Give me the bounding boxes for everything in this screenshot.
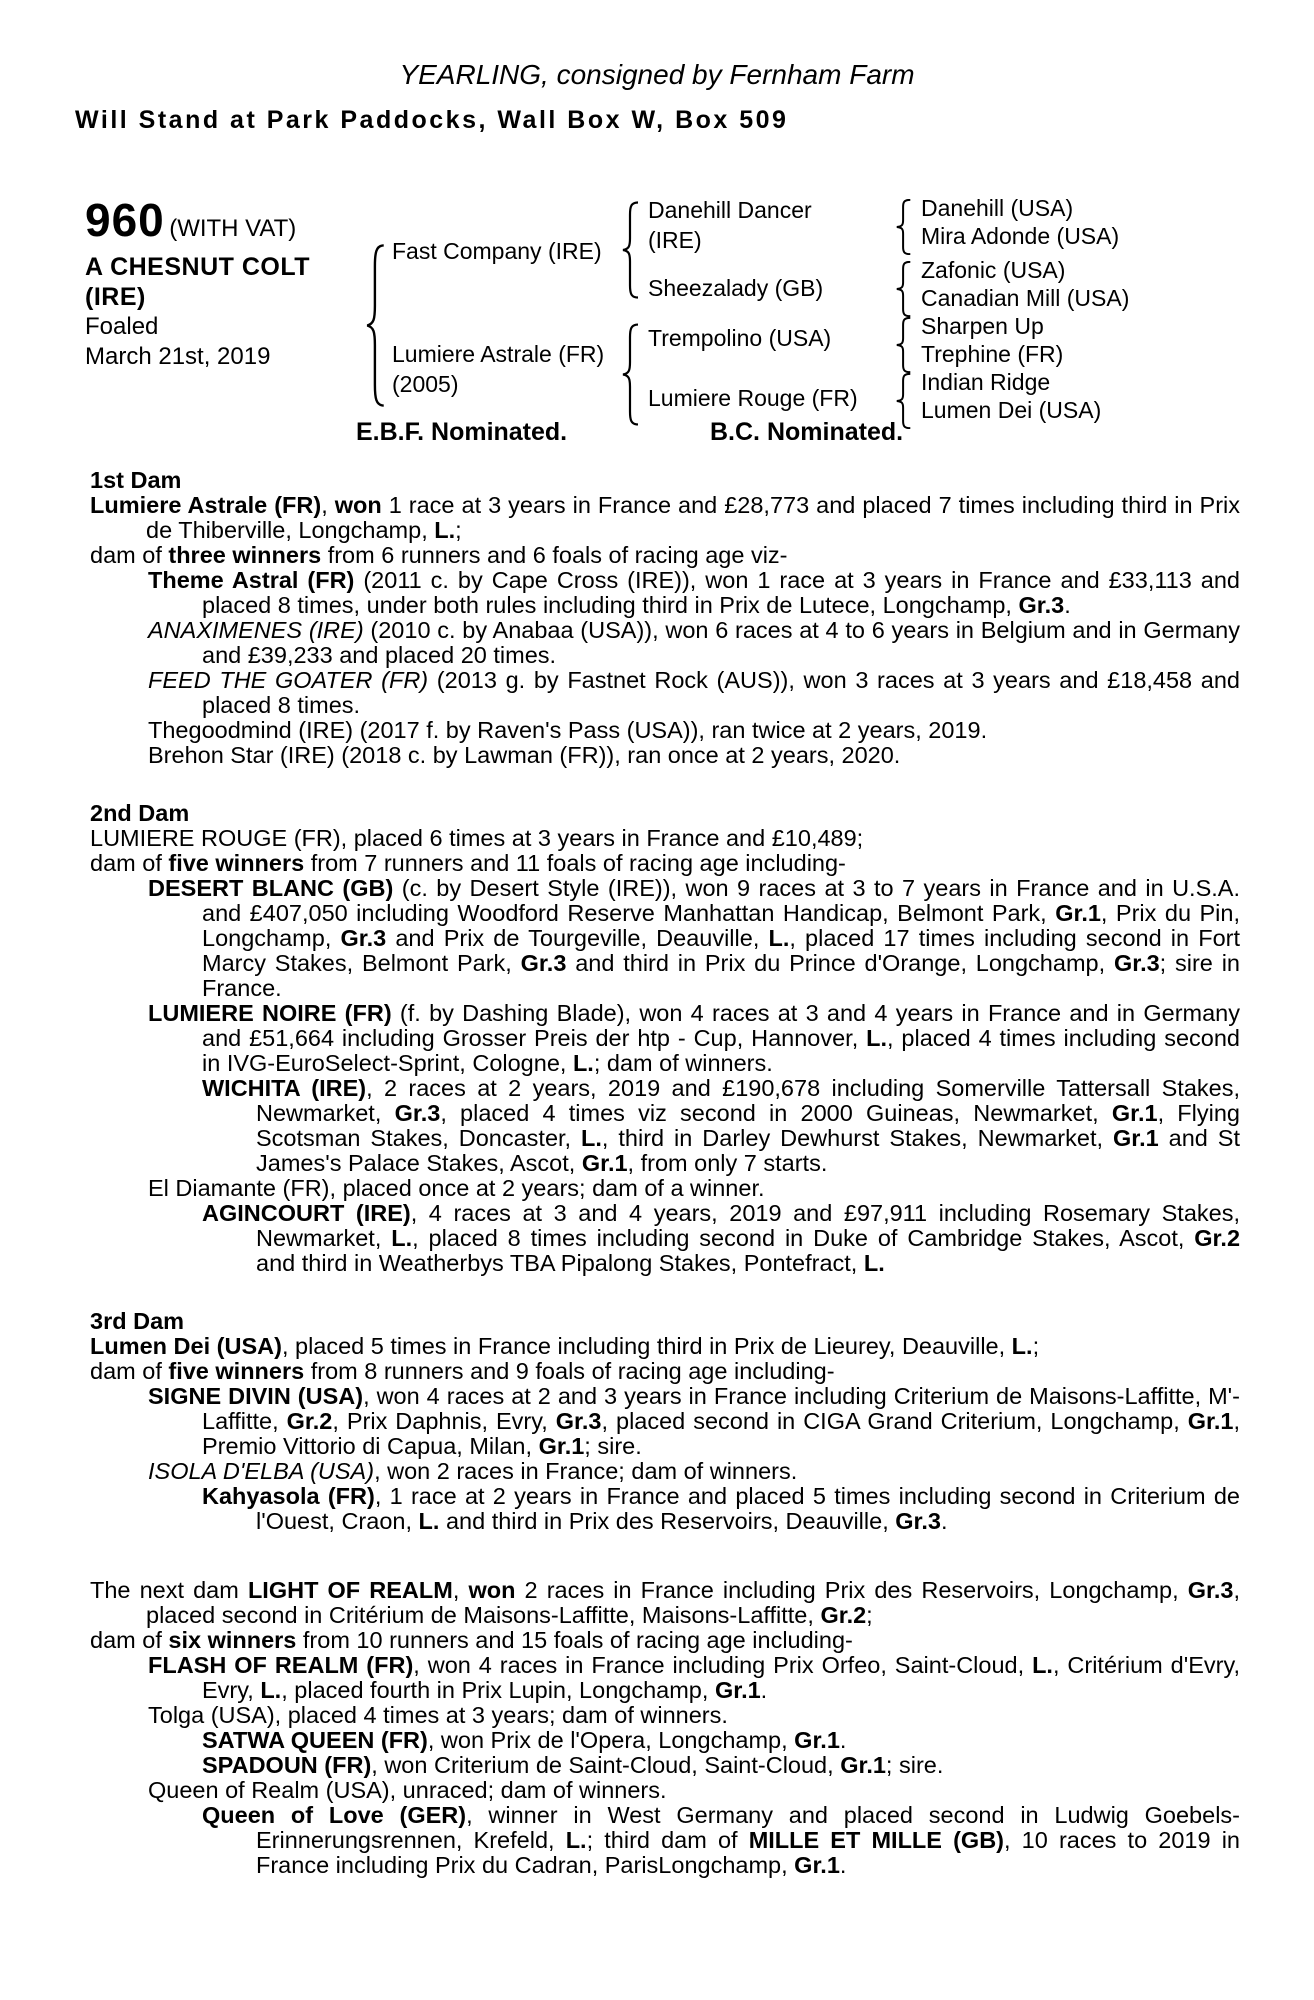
pedigree-brace-gen1 bbox=[365, 243, 387, 408]
pedigree-paragraph: El Diamante (FR), placed once at 2 years; dam of a winner. bbox=[148, 1175, 765, 1201]
colt-description-line2: (IRE) bbox=[85, 283, 146, 311]
pedigree-paragraph: Thegoodmind (IRE) (2017 f. by Raven's Pass (USA)), ran twice at 2 years, 2019. bbox=[148, 717, 988, 743]
section-heading: 2nd Dam bbox=[90, 800, 190, 826]
pedigree-damsire: Trempolino (USA) bbox=[648, 325, 832, 351]
dam-section bbox=[90, 1578, 1240, 1878]
pedigree-brace-dam-parents bbox=[621, 323, 641, 426]
pedigree-dam-year: (2005) bbox=[392, 371, 459, 397]
pedigree-dam bbox=[392, 339, 604, 399]
pedigree-paragraph: SPADOUN (FR), won Criterium de Saint-Cloud, Saint-Cloud, Gr.1; sire. bbox=[202, 1752, 944, 1778]
lot-info bbox=[85, 196, 355, 372]
pedigree-paragraph: dam of five winners from 8 runners and 9 foals of racing age including- bbox=[90, 1358, 835, 1384]
pedigree-paragraph: LUMIERE ROUGE (FR), placed 6 times at 3 years in France and £10,489; bbox=[90, 825, 864, 851]
pedigree-paragraph: Queen of Love (GER), winner in West Germany and placed second in Ludwig Goebels-Erinnerungsrennen, Krefeld, L.; third dam of MILLE ET MILLE (GB), 10 races to 2019 in France including Prix du Cadran, ParisLongchamp, Gr.1. bbox=[202, 1802, 1240, 1878]
pedigree-brace-gen3-2 bbox=[895, 261, 913, 317]
pedigree-paragraph: The next dam LIGHT OF REALM, won 2 races in France including Prix des Reservoirs, Longchamp, Gr.3, placed second in Critérium de Maisons-Laffitte, Maisons-Laffitte, Gr.2; bbox=[90, 1577, 1240, 1628]
pedigree-ancestor: Trephine (FR) bbox=[921, 341, 1064, 367]
dam-section bbox=[90, 801, 1240, 1276]
section-heading: 3rd Dam bbox=[90, 1308, 185, 1334]
pedigree-brace-gen3-1 bbox=[895, 199, 913, 255]
pedigree-ancestor: Lumen Dei (USA) bbox=[921, 397, 1102, 423]
foaled-label: Foaled bbox=[85, 313, 159, 340]
pedigree-paragraph: FLASH OF REALM (FR), won 4 races in France including Prix Orfeo, Saint-Cloud, L., Critérium d'Evry, Evry, L., placed fourth in Prix Lupin, Longchamp, Gr.1. bbox=[148, 1652, 1240, 1703]
bc-nomination: B.C. Nominated. bbox=[710, 418, 904, 446]
pedigree-paragraph: LUMIERE NOIRE (FR) (f. by Dashing Blade), won 4 races at 3 and 4 years in France and in Germany and £51,664 including Grosser Preis der htp - Cup, Hannover, L., placed 4 times including second in IVG-EuroSelect-Sprint, Cologne, L.; dam of winners. bbox=[148, 1000, 1240, 1076]
grandsire-name-line2: (IRE) bbox=[648, 227, 702, 253]
lot-number-row bbox=[85, 196, 355, 244]
pedigree-text bbox=[90, 468, 1240, 1878]
pedigree-ancestor: Canadian Mill (USA) bbox=[921, 285, 1130, 311]
pedigree-paragraph: WICHITA (IRE), 2 races at 2 years, 2019 and £190,678 including Somerville Tattersall Stakes, Newmarket, Gr.3, placed 4 times viz second in 2000 Guineas, Newmarket, Gr.1, Flying Scotsman Stakes, Doncaster, L., third in Darley Dewhurst Stakes, Newmarket, Gr.1 and St James's Palace Stakes, Ascot, Gr.1, from only 7 starts. bbox=[202, 1075, 1240, 1176]
pedigree-paragraph: dam of six winners from 10 runners and 15 foals of racing age including- bbox=[90, 1627, 853, 1653]
pedigree-second-dam: Lumiere Rouge (FR) bbox=[648, 385, 858, 411]
dam-section bbox=[90, 1309, 1240, 1534]
pedigree-paragraph: FEED THE GOATER (FR) (2013 g. by Fastnet Rock (AUS)), won 3 races at 3 years and £18,458 and placed 8 times. bbox=[148, 667, 1240, 718]
pedigree-paragraph: Kahyasola (FR), 1 race at 2 years in France and placed 5 times including second in Criterium de l'Ouest, Craon, L. and third in Prix des Reservoirs, Deauville, Gr.3. bbox=[202, 1483, 1240, 1534]
pedigree-paragraph: SIGNE DIVIN (USA), won 4 races at 2 and 3 years in France including Criterium de Maisons-Laffitte, M'-Laffitte, Gr.2, Prix Daphnis, Evry, Gr.3, placed second in CIGA Grand Criterium, Longchamp, Gr.1, Premio Vittorio di Capua, Milan, Gr.1; sire. bbox=[148, 1383, 1240, 1459]
pedigree-tree bbox=[365, 193, 1265, 443]
pedigree-granddam: Sheezalady (GB) bbox=[648, 275, 824, 301]
pedigree-paragraph: Lumen Dei (USA), placed 5 times in France including third in Prix de Lieurey, Deauville, L.; bbox=[90, 1333, 1040, 1359]
pedigree-brace-gen3-3 bbox=[895, 317, 913, 373]
pedigree-paragraph: Lumiere Astrale (FR), won 1 race at 3 years in France and £28,773 and placed 7 times including third in Prix de Thiberville, Longchamp, L.; bbox=[90, 492, 1241, 543]
pedigree-paragraph: DESERT BLANC (GB) (c. by Desert Style (IRE)), won 9 races at 3 to 7 years in France and in U.S.A. and £407,050 including Woodford Reserve Manhattan Handicap, Belmont Park, Gr.1, Prix du Pin, Longchamp, Gr.3 and Prix de Tourgeville, Deauville, L., placed 17 times including second in Fort Marcy Stakes, Belmont Park, Gr.3 and third in Prix du Prince d'Orange, Longchamp, Gr.3; sire in France. bbox=[148, 875, 1240, 1001]
pedigree-ancestor: Zafonic (USA) bbox=[921, 257, 1066, 283]
pedigree-paragraph: Theme Astral (FR) (2011 c. by Cape Cross (IRE)), won 1 race at 3 years in France and £33,113 and placed 8 times, under both rules including third in Prix de Lutece, Longchamp, Gr.3. bbox=[148, 567, 1240, 618]
pedigree-dam-name: Lumiere Astrale (FR) bbox=[392, 341, 605, 367]
section-heading: 1st Dam bbox=[90, 467, 182, 493]
ebf-nomination: E.B.F. Nominated. bbox=[356, 418, 568, 446]
lot-number: 960 bbox=[85, 194, 165, 246]
pedigree-paragraph: ISOLA D'ELBA (USA), won 2 races in France; dam of winners. bbox=[148, 1458, 798, 1484]
pedigree-paragraph: Brehon Star (IRE) (2018 c. by Lawman (FR)), ran once at 2 years, 2020. bbox=[148, 742, 901, 768]
pedigree-paragraph: SATWA QUEEN (FR), won Prix de l'Opera, Longchamp, Gr.1. bbox=[202, 1727, 847, 1753]
pedigree-sire: Fast Company (IRE) bbox=[392, 238, 602, 264]
vat-note: (WITH VAT) bbox=[169, 215, 297, 242]
pedigree-paragraph: dam of three winners from 6 runners and 6 foals of racing age viz- bbox=[90, 542, 788, 568]
consignor-line: YEARLING, consigned by Fernham Farm bbox=[399, 59, 915, 90]
pedigree-brace-sire-parents bbox=[621, 201, 641, 299]
foaled-date: March 21st, 2019 bbox=[85, 343, 271, 370]
pedigree-grandsire bbox=[648, 195, 812, 255]
pedigree-paragraph: AGINCOURT (IRE), 4 races at 3 and 4 years, 2019 and £97,911 including Rosemary Stakes, Newmarket, L., placed 8 times including second in Duke of Cambridge Stakes, Ascot, Gr.2 and third in Weatherbys TBA Pipalong Stakes, Pontefract, L. bbox=[202, 1200, 1241, 1276]
pedigree-paragraph: Tolga (USA), placed 4 times at 3 years; dam of winners. bbox=[148, 1702, 728, 1728]
pedigree-ancestor: Indian Ridge bbox=[921, 369, 1051, 395]
pedigree-ancestor: Danehill (USA) bbox=[921, 195, 1074, 221]
grandsire-name-line1: Danehill Dancer bbox=[648, 197, 812, 223]
colt-description-line1: A CHESNUT COLT bbox=[85, 253, 311, 281]
pedigree-paragraph: Queen of Realm (USA), unraced; dam of winners. bbox=[148, 1777, 667, 1803]
pedigree-ancestor: Sharpen Up bbox=[921, 313, 1044, 339]
pedigree-ancestor: Mira Adonde (USA) bbox=[921, 223, 1120, 249]
pedigree-paragraph: dam of five winners from 7 runners and 11 foals of racing age including- bbox=[90, 850, 846, 876]
dam-section bbox=[90, 468, 1240, 768]
pedigree-paragraph: ANAXIMENES (IRE) (2010 c. by Anabaa (USA)), won 6 races at 4 to 6 years in Belgium and in Germany and £39,233 and placed 20 times. bbox=[148, 617, 1240, 668]
stand-location-line: Will Stand at Park Paddocks, Wall Box W, Box 509 bbox=[75, 106, 789, 134]
